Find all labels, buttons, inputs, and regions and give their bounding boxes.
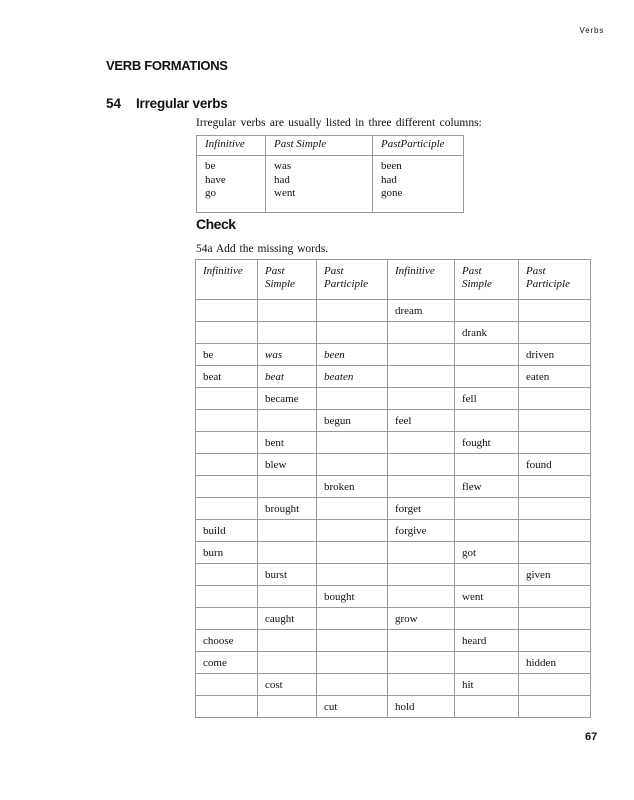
table-cell: eaten <box>519 366 591 388</box>
table-row <box>196 432 591 454</box>
table-cell: cost <box>258 674 317 696</box>
table-cell: given <box>519 564 591 586</box>
table-cell <box>388 564 455 586</box>
table-row <box>196 366 591 388</box>
table-row <box>196 344 591 366</box>
table-row <box>196 630 591 652</box>
table-cell: went <box>455 586 519 608</box>
table-cell <box>388 344 455 366</box>
running-head: Verbs <box>579 26 604 35</box>
table-cell <box>258 520 317 542</box>
exercise-header-cell: Past Simple <box>455 260 519 300</box>
table-cell <box>317 300 388 322</box>
table-cell <box>258 696 317 718</box>
table-cell: broken <box>317 476 388 498</box>
table-cell <box>317 608 388 630</box>
section-title: Irregular verbs <box>136 96 228 111</box>
table-cell: beat <box>258 366 317 388</box>
table-row <box>196 322 591 344</box>
table-cell <box>455 696 519 718</box>
table-cell <box>196 674 258 696</box>
example-word: went <box>274 187 296 199</box>
example-header-cell <box>373 136 464 156</box>
table-cell <box>258 586 317 608</box>
table-cell <box>519 674 591 696</box>
intro-text: Irregular verbs are usually listed in three different columns: <box>196 117 482 129</box>
example-header-label: Infinitive <box>205 138 245 150</box>
table-cell <box>317 520 388 542</box>
table-cell <box>196 322 258 344</box>
example-header-row <box>197 136 464 156</box>
table-cell: flew <box>455 476 519 498</box>
table-cell <box>388 652 455 674</box>
table-row <box>196 696 591 718</box>
table-cell <box>258 476 317 498</box>
table-cell <box>196 300 258 322</box>
table-cell: caught <box>258 608 317 630</box>
table-cell <box>388 432 455 454</box>
table-cell: forget <box>388 498 455 520</box>
table-row <box>196 454 591 476</box>
table-cell: choose <box>196 630 258 652</box>
example-table <box>196 135 464 213</box>
exercise-header-cell: Infinitive <box>388 260 455 300</box>
table-cell <box>317 388 388 410</box>
table-cell: come <box>196 652 258 674</box>
table-row <box>196 300 591 322</box>
table-cell <box>258 410 317 432</box>
table-row <box>196 476 591 498</box>
example-column-cell <box>266 156 373 213</box>
table-cell <box>519 388 591 410</box>
table-cell <box>519 630 591 652</box>
table-cell <box>455 520 519 542</box>
page-number: 67 <box>585 731 598 743</box>
example-word: been <box>381 160 402 172</box>
table-cell: be <box>196 344 258 366</box>
table-cell <box>317 630 388 652</box>
table-cell <box>519 476 591 498</box>
table-cell <box>455 366 519 388</box>
table-cell <box>196 410 258 432</box>
example-word: have <box>205 173 226 186</box>
table-cell <box>455 344 519 366</box>
table-cell <box>196 454 258 476</box>
exercise-header-cell: Past Participle <box>519 260 591 300</box>
example-header-cell <box>197 136 266 156</box>
table-cell <box>317 652 388 674</box>
example-header-label: Past Simple <box>274 138 327 150</box>
table-cell <box>455 608 519 630</box>
table-cell: beat <box>196 366 258 388</box>
table-cell: heard <box>455 630 519 652</box>
table-row <box>196 542 591 564</box>
table-row <box>196 410 591 432</box>
exercise-header-cell: Past Simple <box>258 260 317 300</box>
check-heading: Check <box>196 216 236 232</box>
table-cell: fought <box>455 432 519 454</box>
table-cell: burst <box>258 564 317 586</box>
table-cell: bought <box>317 586 388 608</box>
table-cell <box>519 696 591 718</box>
table-cell: hidden <box>519 652 591 674</box>
exercise-header-row <box>196 260 591 300</box>
table-cell <box>196 388 258 410</box>
table-cell <box>455 652 519 674</box>
table-cell <box>455 454 519 476</box>
table-cell: grow <box>388 608 455 630</box>
table-cell <box>388 454 455 476</box>
table-cell <box>196 476 258 498</box>
table-cell: brought <box>258 498 317 520</box>
table-row <box>196 388 591 410</box>
table-cell: feel <box>388 410 455 432</box>
table-cell: was <box>258 344 317 366</box>
table-cell <box>317 564 388 586</box>
table-cell <box>519 498 591 520</box>
table-cell <box>388 630 455 652</box>
table-cell <box>196 498 258 520</box>
table-row <box>196 652 591 674</box>
table-row <box>196 586 591 608</box>
example-header-label: PastParticiple <box>381 138 445 150</box>
table-row <box>196 608 591 630</box>
table-cell: forgive <box>388 520 455 542</box>
table-row <box>196 498 591 520</box>
table-cell <box>317 674 388 696</box>
table-cell <box>196 432 258 454</box>
table-cell <box>317 432 388 454</box>
section-number: 54 <box>106 96 122 111</box>
table-cell <box>196 696 258 718</box>
table-cell: blew <box>258 454 317 476</box>
table-cell <box>455 498 519 520</box>
table-cell <box>519 300 591 322</box>
table-cell <box>317 542 388 564</box>
example-body-row <box>197 156 464 213</box>
table-cell: begun <box>317 410 388 432</box>
table-cell <box>455 410 519 432</box>
table-cell: dream <box>388 300 455 322</box>
example-word: gone <box>381 187 403 199</box>
example-word: be <box>205 160 216 172</box>
exercise-table <box>195 259 591 718</box>
table-cell <box>519 586 591 608</box>
table-cell <box>519 322 591 344</box>
example-word: go <box>205 187 216 199</box>
table-cell <box>519 520 591 542</box>
example-header-cell <box>266 136 373 156</box>
example-column-cell <box>197 156 266 213</box>
table-cell: fell <box>455 388 519 410</box>
table-cell: been <box>317 344 388 366</box>
table-cell <box>519 542 591 564</box>
table-cell: became <box>258 388 317 410</box>
table-cell <box>196 586 258 608</box>
example-word: had <box>274 173 290 186</box>
table-cell: beaten <box>317 366 388 388</box>
table-cell <box>258 542 317 564</box>
table-cell: burn <box>196 542 258 564</box>
table-cell <box>317 454 388 476</box>
table-cell: build <box>196 520 258 542</box>
table-cell: got <box>455 542 519 564</box>
table-cell: bent <box>258 432 317 454</box>
table-cell <box>388 388 455 410</box>
table-cell: driven <box>519 344 591 366</box>
table-cell <box>455 564 519 586</box>
example-word: was <box>274 160 292 172</box>
table-cell <box>388 322 455 344</box>
table-cell <box>388 366 455 388</box>
table-cell <box>388 586 455 608</box>
table-cell: found <box>519 454 591 476</box>
exercise-instruction: 54a Add the missing words. <box>196 243 329 255</box>
table-cell: hit <box>455 674 519 696</box>
table-cell <box>455 300 519 322</box>
table-cell <box>388 674 455 696</box>
table-cell: hold <box>388 696 455 718</box>
table-cell <box>258 322 317 344</box>
exercise-header-cell: Infinitive <box>196 260 258 300</box>
chapter-title: VERB FORMATIONS <box>106 58 228 73</box>
table-cell <box>317 322 388 344</box>
table-cell <box>317 498 388 520</box>
table-cell: cut <box>317 696 388 718</box>
exercise-header-cell: Past Participle <box>317 260 388 300</box>
table-cell <box>196 608 258 630</box>
table-cell <box>258 652 317 674</box>
example-word: had <box>381 173 397 186</box>
table-cell <box>258 300 317 322</box>
table-cell <box>196 564 258 586</box>
table-cell <box>258 630 317 652</box>
table-row <box>196 564 591 586</box>
table-cell <box>519 432 591 454</box>
table-cell <box>519 410 591 432</box>
table-cell <box>388 542 455 564</box>
table-cell: drank <box>455 322 519 344</box>
table-row <box>196 674 591 696</box>
example-column-cell <box>373 156 464 213</box>
table-row <box>196 520 591 542</box>
table-cell <box>519 608 591 630</box>
table-cell <box>388 476 455 498</box>
